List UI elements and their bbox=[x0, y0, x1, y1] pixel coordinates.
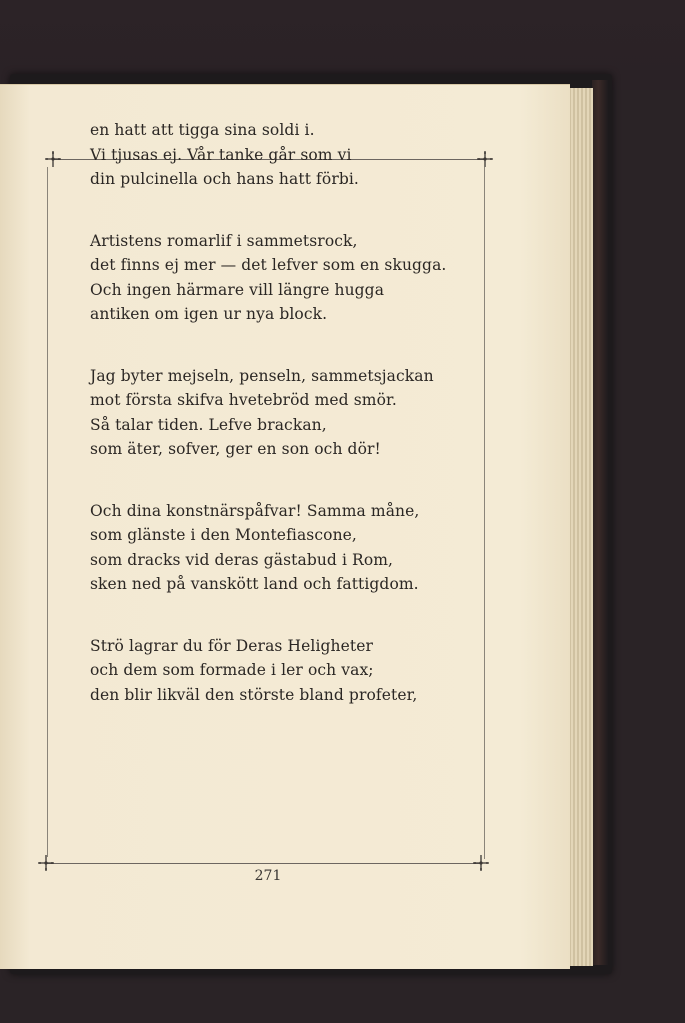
page-number: 271 bbox=[254, 868, 282, 884]
stanza-2 bbox=[90, 229, 490, 327]
poem-text bbox=[90, 118, 490, 707]
poem-line: som dracks vid deras gästabud i Rom, bbox=[90, 550, 394, 569]
stanza-1 bbox=[90, 118, 490, 192]
stanza-5 bbox=[90, 634, 490, 708]
cross-ornament-icon bbox=[44, 150, 62, 168]
poem-line: mot första skifva hvetebröd med smör. bbox=[90, 391, 397, 409]
frame-left-rule bbox=[47, 167, 48, 857]
cross-ornament-icon bbox=[472, 854, 490, 872]
poem-line: och dem som formade i ler och vax; bbox=[90, 661, 374, 679]
poem-line: Så talar tiden. Lefve brackan, bbox=[90, 415, 327, 434]
poem-line: den blir likväl den störste bland profeter, bbox=[90, 685, 418, 704]
poem-line: det finns ej mer — det lefver som en skugga. bbox=[90, 256, 447, 274]
poem-line: som glänste i den Montefiascone, bbox=[90, 526, 357, 544]
stanza-4 bbox=[90, 499, 490, 597]
poem-line: som äter, sofver, ger en son och dör! bbox=[90, 440, 381, 458]
poem-line: Strö lagrar du för Deras Heligheter bbox=[90, 636, 373, 655]
book-cover-edge bbox=[592, 80, 608, 965]
poem-line: Jag byter mejseln, penseln, sammetsjackan bbox=[90, 366, 434, 385]
poem-line: Artistens romarlif i sammetsrock, bbox=[90, 231, 358, 250]
poem-line: antiken om igen ur nya block. bbox=[90, 305, 328, 323]
poem-line: Och dina konstnärspåfvar! Samma måne, bbox=[90, 501, 420, 520]
poem-line: din pulcinella och hans hatt förbi. bbox=[90, 170, 359, 188]
page-edges bbox=[566, 88, 593, 966]
poem-line: sken ned på vanskött land och fattigdom. bbox=[90, 575, 419, 593]
poem-line: Och ingen härmare vill längre hugga bbox=[90, 280, 385, 299]
cross-ornament-icon bbox=[37, 854, 55, 872]
poem-line: en hatt att tigga sina soldi i. bbox=[90, 121, 315, 139]
stanza-3 bbox=[90, 364, 490, 462]
poem-line: Vi tjusas ej. Vår tanke går som vi bbox=[90, 145, 352, 164]
frame-bottom-rule bbox=[46, 863, 482, 864]
